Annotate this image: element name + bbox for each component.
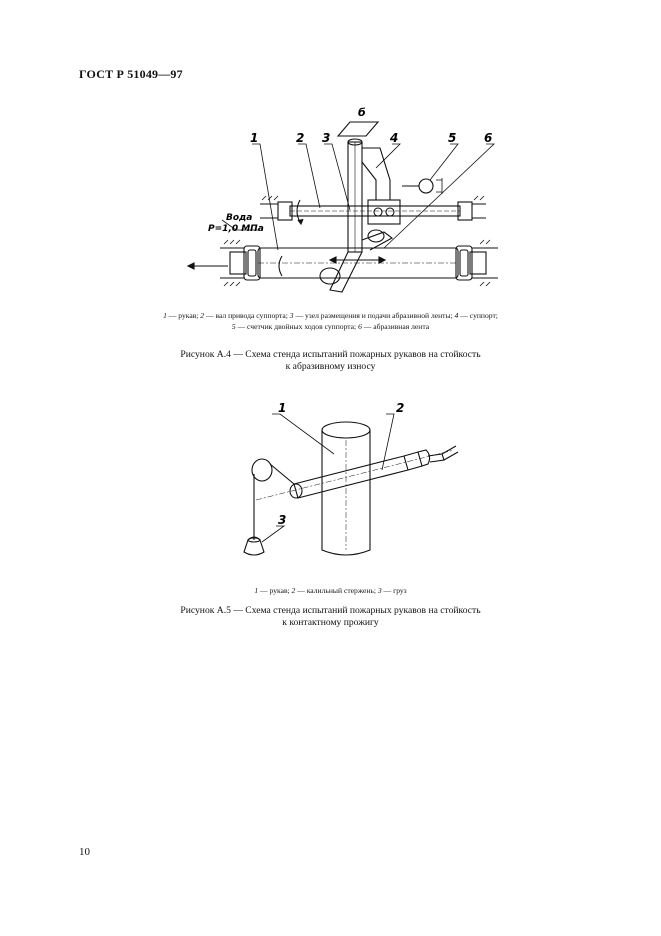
figure-a5-legend: 1 — рукав; 2 — калильный стержень; 3 — груз <box>254 586 407 595</box>
callout-2: 2 <box>296 131 305 145</box>
callout-1: 1 <box>250 131 259 145</box>
water-label: Вода <box>226 213 253 223</box>
callout-3: 3 <box>322 131 331 145</box>
figure-a4-caption: Рисунок А.4 — Схема стенда испытаний пожарных рукавов на стойкость к абразивному износу <box>180 349 481 372</box>
document-header: ГОСТ Р 51049—97 <box>79 67 183 81</box>
figure-a4-legend <box>60 310 601 332</box>
page-number: 10 <box>79 846 90 858</box>
callout-4: 4 <box>390 131 399 145</box>
callout-b: б <box>358 106 366 119</box>
pressure-label: P=1,0 МПа <box>208 224 264 234</box>
callout-1: 1 <box>278 401 287 415</box>
figure-a4-diagram <box>180 100 510 305</box>
callout-5: 5 <box>448 131 457 145</box>
callout-2: 2 <box>396 401 405 415</box>
figure-a5-caption: Рисунок А.5 — Схема стенда испытаний пожарных рукавов на стойкость к контактному прожигу <box>180 605 481 628</box>
figure-a4-legend-line-2: 5 — счетчик двойных ходов суппорта; 6 — абразивная лента <box>231 322 430 331</box>
figure-a4-legend-line-1: 1 — рукав; 2 — вал привода суппорта; 3 — узел размещения и подачи абразивной ленты; 4 — суппорт; <box>163 311 498 320</box>
callout-3: 3 <box>278 513 287 527</box>
figure-a5-diagram <box>236 400 462 570</box>
callout-6: 6 <box>484 131 493 145</box>
